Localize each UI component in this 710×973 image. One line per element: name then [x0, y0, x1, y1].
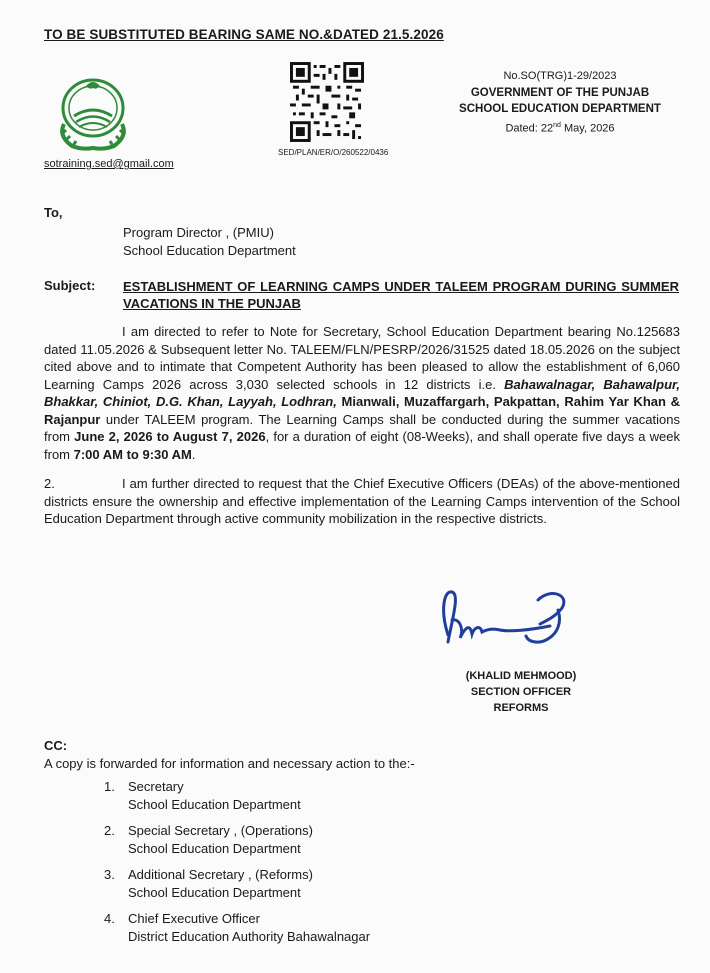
camp-timing: 7:00 AM to 9:30 AM — [73, 446, 192, 462]
punjab-government-logo — [52, 64, 134, 154]
cc-item: 2. Special Secretary , (Operations) School Education Department — [104, 823, 313, 856]
cc-intro: A copy is forwarded for information and necessary action to the:- — [44, 756, 415, 771]
recipient-line-1: Program Director , (PMIU) — [123, 225, 274, 240]
signatory-name: (KHALID MEHMOOD) — [465, 670, 577, 682]
government-header-block — [440, 68, 680, 137]
subject-text: ESTABLISHMENT OF LEARNING CAMPS UNDER TALEEM PROGRAM DURING SUMMER VACATIONS IN THE PUNJAB — [123, 279, 679, 311]
qr-reference-code: SED/PLAN/ER/O/260522/0436 — [278, 148, 389, 157]
districts-bold: Mianwali, Muzaffargarh, Pakpattan, Rahim Yar Khan & Rajanpur — [44, 394, 680, 427]
recipient-line-2: School Education Department — [123, 243, 296, 258]
body-paragraph-2: 2. I am further directed to request that the Chief Executive Officers (DEAs) of the above-mentioned districts ensure the ownership and effective implementation of the Learning Camps intervention of the School Education Department through active community mobilization in the respective districts. — [44, 476, 680, 526]
signatory-wing: REFORMS — [493, 702, 549, 714]
subject-label: Subject: — [44, 278, 96, 293]
qr-code — [290, 62, 364, 142]
paragraph-number: 2. — [44, 476, 55, 491]
recipient-address — [123, 224, 296, 260]
reference-number: No.SO(TRG)1-29/2023 — [503, 70, 617, 82]
cc-label: CC: — [44, 738, 68, 753]
signatory-block — [450, 668, 592, 716]
cc-item: 3. Additional Secretary , (Reforms) School Education Department — [104, 867, 313, 900]
to-label: To, — [44, 205, 63, 220]
cc-item: 1. Secretary School Education Department — [104, 779, 301, 812]
body-paragraph-1: I am directed to refer to Note for Secretary, School Education Department bearing No.125683 dated 11.05.2026 & Subsequent letter No. TALEEM/FLN/PESRP/2026/31525 dated 18.05.2026 on the subject cited above and to intimate that Competent Authority has been pleased to allow the establishment of 6,060 Learning Camps 2026 across 3,030 selected schools in 12 districts i.e. Bahawalnagar, Bahawalpur, Bhakkar, Chiniot, D.G. Khan, Layyah, Lodhran, Mianwali, Muzaffargarh, Pakpattan, Rahim Yar Khan & Rajanpur under TALEEM program. The Learning Camps shall be conducted during the summer vacations from June 2, 2026 to August 7, 2026, for a duration of eight (08-Weeks), and shall operate five days a week from 7:00 AM to 9:30 AM. — [44, 324, 680, 462]
government-name: GOVERNMENT OF THE PUNJAB — [470, 86, 650, 99]
email-link[interactable]: sotraining.sed@gmail.com — [44, 158, 174, 170]
department-name: SCHOOL EDUCATION DEPARTMENT — [459, 103, 661, 115]
districts-italic: Bahawalnagar, Bahawalpur, Bhakkar, Chiniot, D.G. Khan, Layyah, Lodhran, — [44, 376, 680, 409]
camp-dates: June 2, 2026 to August 7, 2026 — [74, 429, 266, 444]
signatory-title: SECTION OFFICER — [470, 686, 572, 698]
cc-item: 4. Chief Executive Officer District Education Authority Bahawalnagar — [104, 911, 371, 944]
handwritten-signature — [430, 580, 590, 660]
cc-list — [104, 778, 370, 954]
letter-date: Dated: 22nd May, 2026 — [505, 121, 615, 135]
substitution-note: TO BE SUBSTITUTED BEARING SAME NO.&DATED 21.5.2026 — [44, 27, 444, 42]
